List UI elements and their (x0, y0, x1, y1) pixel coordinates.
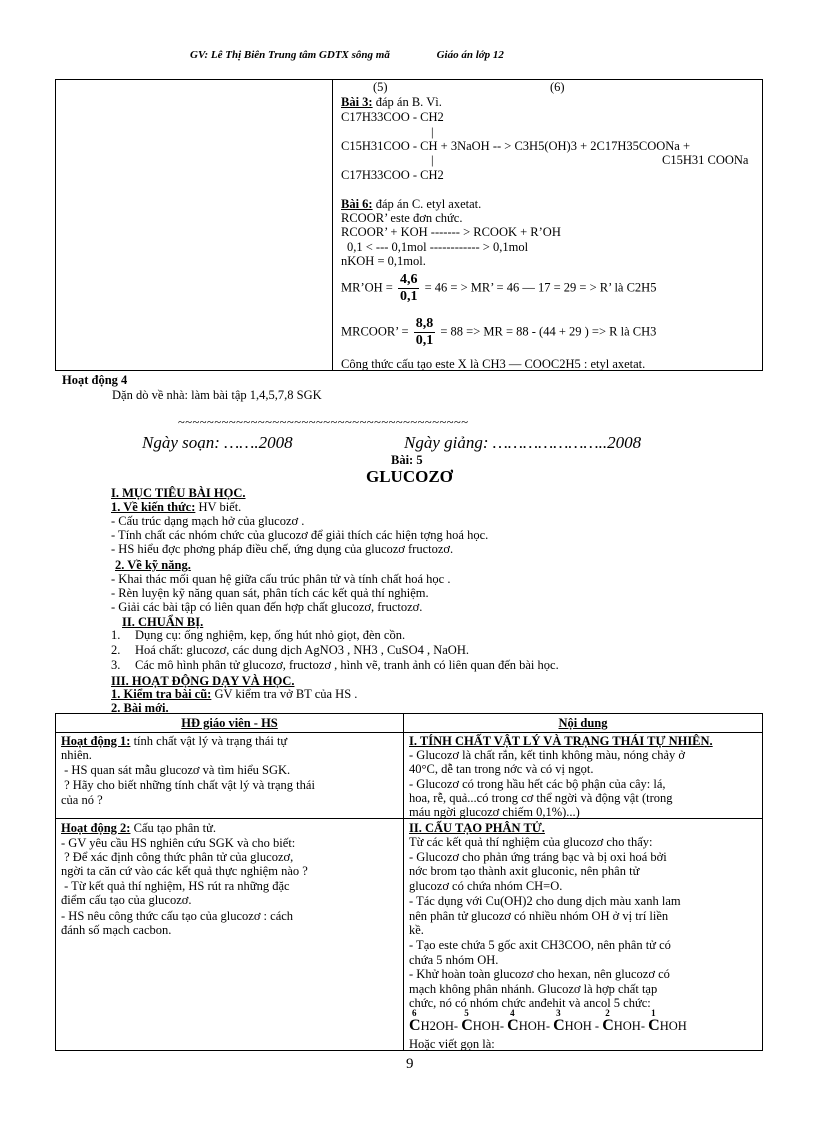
section1-kn-item: - Giải các bài tập có liên quan đến hợp chất glucozơ, fructozơ. (111, 600, 423, 614)
section2-item-text: Hoá chất: glucozơ, các dung dịch AgNO3 , NH3 , CuSO4 , NaOH. (135, 643, 469, 657)
activity-table (55, 713, 763, 1051)
eq-line-6: C17H33COO - CH2 (341, 168, 444, 182)
row2-right-line: chứa 5 nhóm OH. (409, 953, 499, 967)
section2-item-num: 2. (111, 643, 121, 657)
section3-bm-label: 2. Bài mới. (111, 701, 169, 715)
m-rcoor-fraction (414, 316, 436, 349)
chain-carbon: 6 C (409, 1008, 421, 1034)
num-6: (6) (550, 80, 565, 94)
chain-carbon: 2 C (602, 1008, 614, 1034)
eq-line-5: C15H31 COONa (662, 153, 749, 167)
chain-group: HOH (613, 1019, 641, 1033)
row2-right-title: II. CẤU TẠO PHÂN TỬ. (409, 821, 545, 835)
section1-title: I. MỤC TIÊU BÀI HỌC. (111, 486, 246, 500)
lesson-title: GLUCOZƠ (366, 467, 453, 486)
row1-right-line: hoa, rễ, quả...có trong cơ thể ngời và động vật (trong (409, 791, 673, 805)
section2-item-3 (111, 658, 559, 672)
table-header-left: HĐ giáo viên - HS (56, 714, 404, 733)
bai6-line-2: RCOOR’ + KOH ------- > RCOOK + R’OH (341, 225, 561, 239)
separator: ~~~~~~~~~~~~~~~~~~~~~~~~~~~~~~~~~~~~~~~~ (178, 415, 469, 429)
hoat-dong-4-text: Dặn dò về nhà: làm bài tập 1,4,5,7,8 SGK (112, 388, 322, 402)
m-rcoor-den: 0,1 (415, 333, 434, 348)
chain-carbon: 3 C (553, 1008, 565, 1034)
row1-right-line: - Glucozơ có trong hầu hết các bộ phận của cây: lá, (409, 777, 666, 791)
m-roh-num: 4,6 (399, 272, 418, 287)
bai6-label: Bài 6: (341, 197, 373, 211)
top-box-left (56, 80, 333, 371)
row2-right-last: Hoặc viết gọn là: (409, 1037, 495, 1051)
eq-line-1: C17H33COO - CH2 (341, 110, 444, 124)
bai6-line-4: nKOH = 0,1mol. (341, 254, 426, 268)
row2-right-line: mạch không phân nhánh. Glucozơ là hợp chất tạp (409, 982, 658, 996)
section2-item-num: 3. (111, 658, 121, 672)
row2-right-line: chức, nó có nhóm chức anđehit và ancol 5 chức: (409, 996, 651, 1010)
row2-right-line: - Tạo este chứa 5 gốc axit CH3COO, nên phân tử có (409, 938, 671, 952)
section1-kt-item: - Tính chất các nhóm chức của glucozơ để giải thích các hiện tợng hoá học. (111, 528, 489, 542)
m-rcoor-rest: = 88 => MR = 88 - (44 + 29 ) => R là CH3 (440, 324, 657, 339)
table-header-right: Nội dung (404, 714, 763, 733)
section3-kt-label: 1. Kiểm tra bài cũ: (111, 687, 212, 701)
row2-right-line: kề. (409, 923, 424, 937)
row1-left-line: - HS quan sát mẫu glucozơ và tìm hiểu SGK. (61, 763, 291, 777)
page-number: 9 (406, 1056, 414, 1072)
chain-group: HOH (518, 1019, 546, 1033)
row1-left-line: của nó ? (61, 793, 103, 807)
date-soan: Ngày soạn: …….2008 (142, 433, 293, 452)
lesson-number: Bài: 5 (391, 453, 423, 467)
m-roh-fraction (398, 272, 420, 305)
row2-right-line: Từ các kết quả thí nghiệm của glucozơ cho thấy: (409, 835, 653, 849)
row2-left-line: Cấu tạo phân tử. (133, 821, 217, 835)
bai3-line (341, 95, 442, 109)
row1-right-line: 40°C, dễ tan trong nớc và có vị ngọt. (409, 762, 594, 776)
chain-group: HOH (564, 1019, 592, 1033)
row1-left (56, 733, 404, 819)
section2-item-text: Các mô hình phân tử glucozơ, fructozơ , hình vẽ, tranh ảnh có liên quan đến bài học. (135, 658, 559, 672)
chain-group: H2OH (420, 1019, 454, 1033)
m-rcoor-num: 8,8 (415, 316, 434, 331)
section1-kn-item: - Khai thác mối quan hệ giữa cấu trúc phân tử và tính chất hoá học . (111, 572, 451, 586)
eq-line-2: | (431, 125, 434, 139)
row2-left-line: - HS nêu công thức cấu tạo của glucozơ : cách (61, 909, 294, 923)
row1-right-title: I. TÍNH CHẤT VẬT LÝ VÀ TRẠNG THÁI TỰ NHIÊN. (409, 734, 713, 748)
m-roh-line (341, 272, 656, 305)
section2-item-num: 1. (111, 628, 121, 642)
chain-carbon: 1 C (648, 1008, 660, 1034)
row2-left-line: đánh số mạch cacbon. (61, 923, 172, 937)
eq-line-4: | (431, 153, 434, 167)
row2-right-line: - Khử hoàn toàn glucozơ cho hexan, nên glucozơ có (409, 967, 670, 981)
section1-kt (111, 500, 241, 514)
section3-title: III. HOẠT ĐỘNG DẠY VÀ HỌC. (111, 674, 295, 688)
chain-group: HOH (659, 1019, 687, 1033)
hoat-dong-4-title: Hoạt động 4 (62, 373, 128, 387)
row2-left-line: - GV yêu cầu HS nghiên cứu SGK và cho biết: (61, 836, 296, 850)
row2-right-line: nớc brom tạo thành axit gluconic, nên phân tử (409, 864, 640, 878)
row2-left-line: điểm cấu tạo của glucozơ. (61, 893, 192, 907)
row2-right-line: - Glucozơ cho phản ứng tráng bạc và bị oxi hoá bởi (409, 850, 667, 864)
section1-kn-item: - Rèn luyện kỹ năng quan sát, phân tích các kết quả thí nghiệm. (111, 586, 429, 600)
bai3-label: Bài 3: (341, 95, 373, 109)
bai3-text: đáp án B. Vì. (375, 95, 442, 109)
eq-line-3: C15H31COO - CH + 3NaOH -- > C3H5(OH)3 + 2C17H35COONa + (341, 139, 691, 153)
chain-group: HOH (472, 1019, 500, 1033)
m-roh-den: 0,1 (399, 289, 418, 304)
row1-right-line: máu ngời glucozơ chiếm 0,1%)...) (409, 805, 580, 819)
m-rcoor-label: MRCOOR’ = (341, 324, 409, 339)
row2-left-line: - Từ kết quả thí nghiệm, HS rút ra những đặc (61, 879, 290, 893)
section1-kt-label: 1. Về kiến thức: (111, 500, 196, 514)
bai6-line (341, 197, 481, 211)
bai6-line-1: RCOOR’ este đơn chức. (341, 211, 463, 225)
section1-kn-label: 2. Về kỹ năng. (115, 558, 191, 572)
section1-kt-text: HV biết. (198, 500, 242, 514)
section1-kt-item: - Cấu trúc dạng mạch hở của glucozơ . (111, 514, 305, 528)
bai6-text: đáp án C. etyl axetat. (375, 197, 482, 211)
row2-left-line: ? Để xác định công thức phân tử của glucozơ, (61, 850, 294, 864)
section2-title: II. CHUẨN BỊ. (122, 615, 204, 629)
conclusion: Công thức cấu tạo este X là CH3 — COOC2H5 : etyl axetat. (341, 357, 646, 371)
bai6-line-3: 0,1 < --- 0,1mol ------------ > 0,1mol (347, 240, 529, 254)
section2-item-text: Dụng cụ: ống nghiệm, kẹp, ống hút nhỏ giọt, đèn cồn. (135, 628, 406, 642)
top-box (55, 79, 763, 371)
row2-left (56, 819, 404, 1051)
section3-kt-text: GV kiểm tra vở BT của HS . (214, 687, 358, 701)
row1-left-label: Hoạt động 1: (61, 734, 131, 748)
num-5: (5) (373, 80, 388, 94)
row1-left-line: tính chất vật lý và trạng thái tự (133, 734, 288, 748)
section2-item-1 (111, 628, 405, 642)
m-roh-label: MR’OH = (341, 280, 393, 295)
section3-kt (111, 687, 357, 701)
row2-right-line: nên phân tử glucozơ có nhiều nhóm OH ở vị trí liền (409, 909, 669, 923)
row2-left-line: ngời ta căn cứ vào các kết quả thực nghiệm nào ? (61, 864, 308, 878)
row2-right-line: - Tác dụng với Cu(OH)2 cho dung dịch màu xanh lam (409, 894, 681, 908)
row2-right-line: glucozơ có chứa nhóm CH=O. (409, 879, 563, 893)
m-rcoor-line (341, 316, 656, 349)
page-header (190, 49, 548, 61)
glucose-chain: 6 CH2OH- 5 CHOH- 4 CHOH- 3 CHOH - 2 CHOH- 1 CHOH (409, 1008, 687, 1034)
date-giang: Ngày giảng: …………………..2008 (404, 433, 642, 452)
header-left: GV: Lê Thị Biên Trung tâm GDTX sông mã (190, 49, 390, 61)
m-roh-rest: = 46 = > MR’ = 46 — 17 = 29 = > R’ là C2H5 (424, 280, 657, 295)
top-box-right (333, 80, 763, 371)
chain-carbon: 4 C (507, 1008, 519, 1034)
row1-right-line: - Glucozơ là chất rắn, kết tinh không màu, nóng chảy ở (409, 748, 685, 762)
row2-left-label: Hoạt động 2: (61, 821, 131, 835)
section1-kt-item: - HS hiểu đợc phơng pháp điều chế, ứng dụng của glucozơ fructozơ. (111, 542, 454, 556)
row1-right (404, 733, 763, 819)
row2-right (404, 819, 763, 1051)
section2-item-2 (111, 643, 469, 657)
header-right: Giáo án lớp 12 (436, 49, 504, 61)
chain-carbon: 5 C (461, 1008, 473, 1034)
row1-left-line: nhiên. (61, 748, 92, 762)
row1-left-line: ? Hãy cho biết những tính chất vật lý và trạng thái (61, 778, 315, 792)
